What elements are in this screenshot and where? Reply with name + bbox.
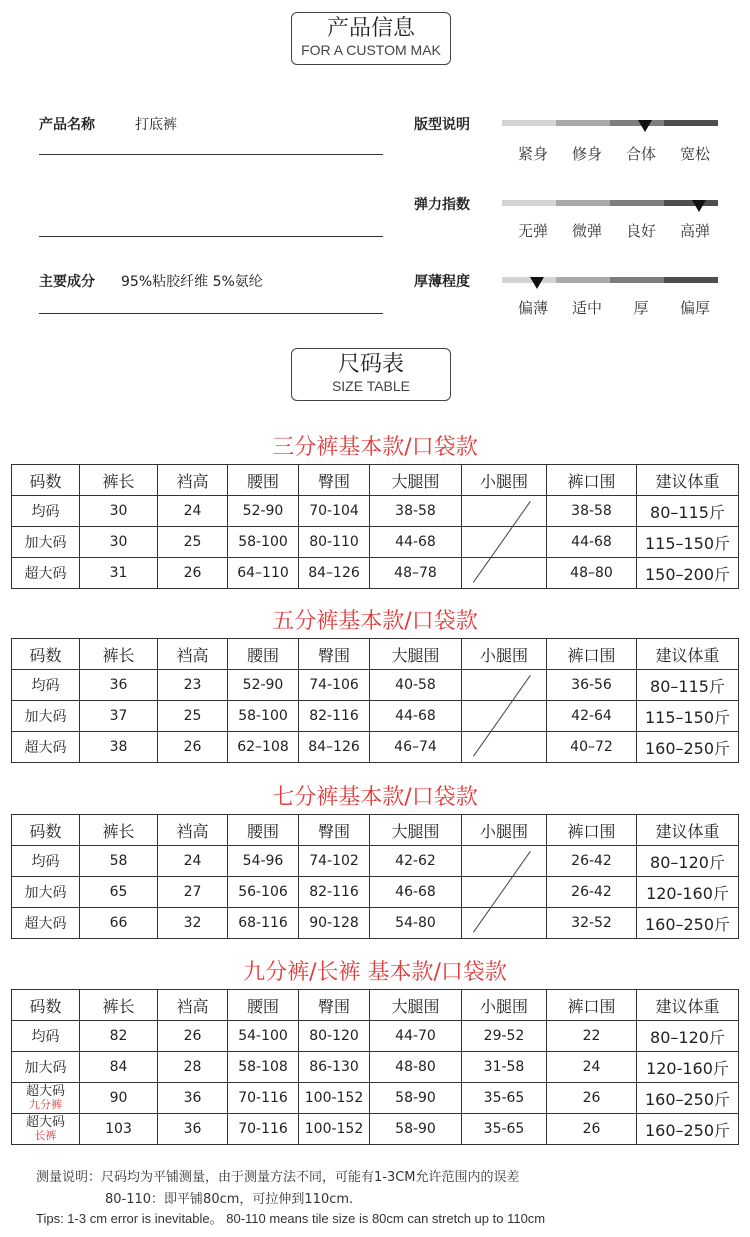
size-table xyxy=(11,814,739,939)
table-row xyxy=(12,1083,739,1114)
column-header: 小腿围 xyxy=(462,990,547,1021)
table-header-row xyxy=(12,990,739,1021)
table-cell xyxy=(462,670,547,701)
table-cell xyxy=(462,877,547,908)
product-info-title-cn: 产品信息 xyxy=(326,16,415,41)
size-sublabel: 长裤 xyxy=(34,1129,57,1142)
size-table-title xyxy=(291,348,451,401)
table-cell: 80-120 xyxy=(299,1021,370,1052)
table-cell: 26 xyxy=(547,1114,637,1145)
column-header: 建议体重 xyxy=(637,815,739,846)
table-cell: 均码 xyxy=(12,496,80,527)
divider xyxy=(39,154,383,155)
size-sublabel: 九分裤 xyxy=(29,1098,62,1111)
table-cell: 22 xyxy=(547,1021,637,1052)
table-cell: 58-90 xyxy=(370,1083,462,1114)
table-row xyxy=(12,1021,739,1052)
table-row xyxy=(12,877,739,908)
table-cell: 84 xyxy=(80,1052,158,1083)
table-cell xyxy=(12,1114,80,1145)
column-header: 腰围 xyxy=(228,990,299,1021)
stretch-option-label: 良好 xyxy=(625,222,656,240)
column-header: 建议体重 xyxy=(637,990,739,1021)
table-cell: 44-68 xyxy=(370,527,462,558)
tips-note: Tips: 1-3 cm error is inevitable。 80-110 means tile size is 80cm can stretch up to 110cm xyxy=(36,1211,546,1226)
table-cell: 80–115斤 xyxy=(637,496,739,527)
table-row xyxy=(12,1052,739,1083)
table-header-row xyxy=(12,465,739,496)
table-cell: 26 xyxy=(547,1083,637,1114)
fit-scale-bar xyxy=(502,120,718,126)
table-cell: 68-116 xyxy=(228,908,299,939)
table-cell: 74-106 xyxy=(299,670,370,701)
size-table-section-title: 七分裤基本款/口袋款 xyxy=(272,785,478,810)
column-header: 大腿围 xyxy=(370,465,462,496)
table-cell: 80–120斤 xyxy=(637,846,739,877)
column-header: 裤口围 xyxy=(547,990,637,1021)
table-header-row xyxy=(12,815,739,846)
table-cell: 26 xyxy=(158,1021,228,1052)
column-header: 裤口围 xyxy=(547,639,637,670)
table-cell: 38-58 xyxy=(370,496,462,527)
table-cell: 54-100 xyxy=(228,1021,299,1052)
size-table-section-title: 五分裤基本款/口袋款 xyxy=(272,609,478,634)
table-cell: 超大码 xyxy=(12,732,80,763)
fit-option-label: 紧身 xyxy=(517,145,548,163)
column-header: 小腿围 xyxy=(462,639,547,670)
stretch-scale-bar xyxy=(502,200,718,206)
table-cell: 23 xyxy=(158,670,228,701)
table-cell: 均码 xyxy=(12,846,80,877)
column-header: 码数 xyxy=(12,815,80,846)
table-cell: 48-80 xyxy=(370,1052,462,1083)
product-info-title-en: FOR A CUSTOM MAK xyxy=(301,42,441,58)
table-cell: 80–120斤 xyxy=(637,1021,739,1052)
stretch-option-label: 微弹 xyxy=(571,222,602,240)
column-header: 小腿围 xyxy=(462,815,547,846)
stretch-option-label: 无弹 xyxy=(517,222,548,240)
table-cell: 64–110 xyxy=(228,558,299,589)
divider xyxy=(39,313,383,314)
table-cell: 超大码 xyxy=(12,908,80,939)
fit-option-label: 合体 xyxy=(625,145,656,163)
table-cell: 115–150斤 xyxy=(637,527,739,558)
table-cell: 24 xyxy=(158,846,228,877)
table-cell: 70-104 xyxy=(299,496,370,527)
divider xyxy=(39,236,383,237)
table-cell: 28 xyxy=(158,1052,228,1083)
table-cell: 70-116 xyxy=(228,1083,299,1114)
fit-scale-marker xyxy=(638,120,652,132)
table-cell: 65 xyxy=(80,877,158,908)
table-cell: 160–250斤 xyxy=(637,1083,739,1114)
material-value: 95%粘胶纤维 5%氨纶 xyxy=(121,274,263,290)
table-cell: 70-116 xyxy=(228,1114,299,1145)
table-cell: 84–126 xyxy=(299,732,370,763)
table-cell: 54-96 xyxy=(228,846,299,877)
table-cell: 58 xyxy=(80,846,158,877)
table-cell: 29-52 xyxy=(462,1021,547,1052)
table-row xyxy=(12,908,739,939)
stretch-scale-marker xyxy=(692,200,706,212)
thickness-option-label: 厚 xyxy=(633,299,649,317)
table-cell xyxy=(462,527,547,558)
table-cell: 38-58 xyxy=(547,496,637,527)
table-cell: 加大码 xyxy=(12,1052,80,1083)
column-header: 腰围 xyxy=(228,639,299,670)
table-cell: 52-90 xyxy=(228,496,299,527)
size-table xyxy=(11,638,739,763)
table-cell: 36 xyxy=(158,1114,228,1145)
table-cell: 35-65 xyxy=(462,1114,547,1145)
thickness-option-label: 适中 xyxy=(571,299,602,317)
table-cell: 26 xyxy=(158,732,228,763)
column-header: 大腿围 xyxy=(370,639,462,670)
column-header: 裆高 xyxy=(158,639,228,670)
table-cell xyxy=(462,701,547,732)
size-table-title-cn: 尺码表 xyxy=(337,352,404,377)
fit-scale-label: 版型说明 xyxy=(414,117,470,133)
table-cell: 52-90 xyxy=(228,670,299,701)
fit-option-label: 修身 xyxy=(571,145,602,163)
table-cell xyxy=(462,496,547,527)
table-cell: 74-102 xyxy=(299,846,370,877)
table-cell: 58-108 xyxy=(228,1052,299,1083)
table-cell: 加大码 xyxy=(12,877,80,908)
size-table xyxy=(11,989,739,1145)
table-cell: 120-160斤 xyxy=(637,1052,739,1083)
table-cell: 58-100 xyxy=(228,701,299,732)
table-cell: 35-65 xyxy=(462,1083,547,1114)
product-name-value: 打底裤 xyxy=(135,117,177,133)
table-cell: 均码 xyxy=(12,670,80,701)
table-cell: 44-70 xyxy=(370,1021,462,1052)
table-cell: 56-106 xyxy=(228,877,299,908)
table-cell: 均码 xyxy=(12,1021,80,1052)
table-cell: 44-68 xyxy=(370,701,462,732)
table-row xyxy=(12,732,739,763)
column-header: 臀围 xyxy=(299,465,370,496)
table-cell: 30 xyxy=(80,527,158,558)
column-header: 腰围 xyxy=(228,465,299,496)
table-cell: 25 xyxy=(158,527,228,558)
column-header: 裤长 xyxy=(80,990,158,1021)
table-cell: 120-160斤 xyxy=(637,877,739,908)
column-header: 臀围 xyxy=(299,639,370,670)
table-cell xyxy=(462,732,547,763)
column-header: 裤长 xyxy=(80,465,158,496)
table-cell: 82 xyxy=(80,1021,158,1052)
table-cell: 160–250斤 xyxy=(637,1114,739,1145)
table-cell: 27 xyxy=(158,877,228,908)
table-row xyxy=(12,670,739,701)
table-row xyxy=(12,1114,739,1145)
table-cell: 86-130 xyxy=(299,1052,370,1083)
table-cell: 42-64 xyxy=(547,701,637,732)
table-cell: 46-68 xyxy=(370,877,462,908)
column-header: 码数 xyxy=(12,990,80,1021)
table-cell: 100-152 xyxy=(299,1083,370,1114)
thickness-scale-label: 厚薄程度 xyxy=(414,274,470,290)
table-cell: 36 xyxy=(80,670,158,701)
size-label: 超大码 xyxy=(25,1084,65,1099)
fit-option-label: 宽松 xyxy=(679,145,710,163)
table-cell: 40-58 xyxy=(370,670,462,701)
table-row xyxy=(12,496,739,527)
table-cell: 90-128 xyxy=(299,908,370,939)
size-table-title-en: SIZE TABLE xyxy=(331,378,411,394)
table-cell: 32-52 xyxy=(547,908,637,939)
table-cell: 58-100 xyxy=(228,527,299,558)
stretch-scale-label: 弹力指数 xyxy=(414,197,470,213)
table-cell: 54-80 xyxy=(370,908,462,939)
size-table-section-title: 九分裤/长裤 基本款/口袋款 xyxy=(243,960,507,985)
table-cell: 90 xyxy=(80,1083,158,1114)
table-cell: 84–126 xyxy=(299,558,370,589)
table-cell: 103 xyxy=(80,1114,158,1145)
table-cell: 36 xyxy=(158,1083,228,1114)
table-cell: 26 xyxy=(158,558,228,589)
column-header: 裆高 xyxy=(158,465,228,496)
table-header-row xyxy=(12,639,739,670)
table-cell: 66 xyxy=(80,908,158,939)
table-cell: 25 xyxy=(158,701,228,732)
stretch-note: 80-110：即平铺80cm，可拉伸到110cm. xyxy=(105,1192,354,1207)
table-cell: 82-116 xyxy=(299,701,370,732)
table-cell: 26-42 xyxy=(547,877,637,908)
column-header: 大腿围 xyxy=(370,815,462,846)
table-cell: 62–108 xyxy=(228,732,299,763)
table-cell: 82-116 xyxy=(299,877,370,908)
table-cell: 42-62 xyxy=(370,846,462,877)
stretch-option-label: 高弹 xyxy=(679,222,710,240)
table-cell: 24 xyxy=(158,496,228,527)
column-header: 小腿围 xyxy=(462,465,547,496)
material-label: 主要成分 xyxy=(39,274,95,290)
table-row xyxy=(12,527,739,558)
column-header: 臀围 xyxy=(299,815,370,846)
column-header: 裆高 xyxy=(158,990,228,1021)
table-cell: 31-58 xyxy=(462,1052,547,1083)
table-cell: 加大码 xyxy=(12,527,80,558)
table-cell: 30 xyxy=(80,496,158,527)
table-cell: 115–150斤 xyxy=(637,701,739,732)
table-cell: 160–250斤 xyxy=(637,732,739,763)
table-cell: 40–72 xyxy=(547,732,637,763)
product-name-label: 产品名称 xyxy=(39,117,95,133)
table-row xyxy=(12,558,739,589)
column-header: 裤口围 xyxy=(547,465,637,496)
table-cell: 31 xyxy=(80,558,158,589)
column-header: 码数 xyxy=(12,639,80,670)
size-table xyxy=(11,464,739,589)
table-cell: 100-152 xyxy=(299,1114,370,1145)
table-cell xyxy=(12,1083,80,1114)
column-header: 腰围 xyxy=(228,815,299,846)
table-cell: 44-68 xyxy=(547,527,637,558)
size-label: 超大码 xyxy=(25,1115,65,1130)
table-cell: 150–200斤 xyxy=(637,558,739,589)
table-cell: 36-56 xyxy=(547,670,637,701)
table-cell: 80-110 xyxy=(299,527,370,558)
column-header: 裤长 xyxy=(80,639,158,670)
table-cell: 加大码 xyxy=(12,701,80,732)
table-cell: 超大码 xyxy=(12,558,80,589)
table-cell xyxy=(462,558,547,589)
table-cell: 58-90 xyxy=(370,1114,462,1145)
table-cell: 80–115斤 xyxy=(637,670,739,701)
table-cell: 48–80 xyxy=(547,558,637,589)
table-cell xyxy=(462,846,547,877)
column-header: 码数 xyxy=(12,465,80,496)
column-header: 臀围 xyxy=(299,990,370,1021)
product-info-title xyxy=(291,12,451,65)
size-table-section-title: 三分裤基本款/口袋款 xyxy=(272,435,478,460)
thickness-scale-marker xyxy=(530,277,544,289)
column-header: 建议体重 xyxy=(637,639,739,670)
column-header: 裤口围 xyxy=(547,815,637,846)
column-header: 大腿围 xyxy=(370,990,462,1021)
table-cell: 38 xyxy=(80,732,158,763)
thickness-option-label: 偏薄 xyxy=(517,299,548,317)
table-cell: 26-42 xyxy=(547,846,637,877)
table-cell xyxy=(462,908,547,939)
table-cell: 160–250斤 xyxy=(637,908,739,939)
column-header: 裆高 xyxy=(158,815,228,846)
table-cell: 37 xyxy=(80,701,158,732)
table-row xyxy=(12,701,739,732)
thickness-option-label: 偏厚 xyxy=(679,299,710,317)
column-header: 建议体重 xyxy=(637,465,739,496)
column-header: 裤长 xyxy=(80,815,158,846)
table-row xyxy=(12,846,739,877)
table-cell: 24 xyxy=(547,1052,637,1083)
table-cell: 48–78 xyxy=(370,558,462,589)
measure-note: 测量说明：尺码均为平铺测量，由于测量方法不同，可能有1-3CM允许范围内的误差 xyxy=(36,1170,520,1185)
table-cell: 32 xyxy=(158,908,228,939)
table-cell: 46–74 xyxy=(370,732,462,763)
